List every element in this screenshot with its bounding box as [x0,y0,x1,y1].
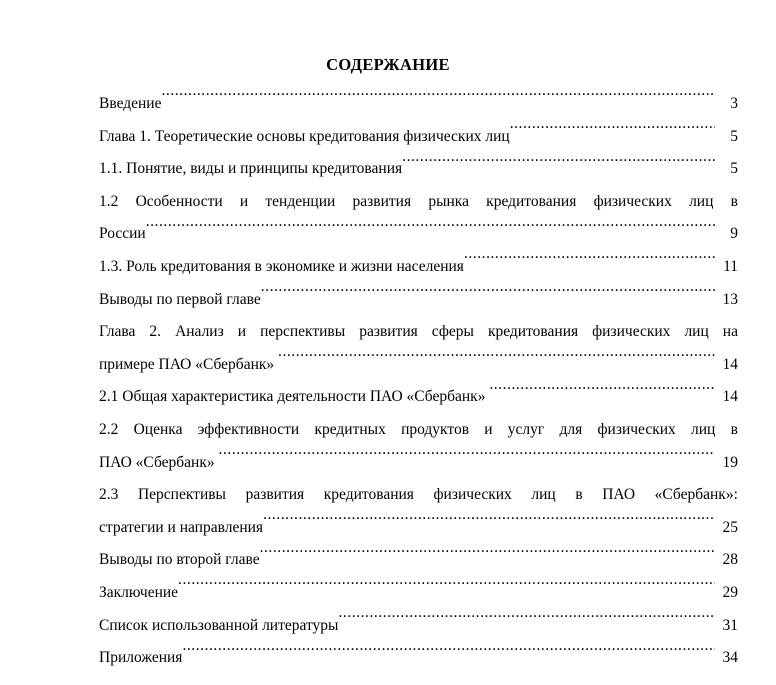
toc-dot-leader [263,516,715,532]
toc-dot-leader [278,353,715,369]
toc-entry-text: 2.3 Перспективы развития кредитования физических лиц в ПАО «Сбербанк»: [99,486,738,504]
toc-entry-1-1[interactable] [99,153,738,186]
toc-page-number: 34 [722,649,738,667]
toc-entry-text: Глава 1. Теоретические основы кредитования физических лиц [99,127,510,145]
toc-entry-text: 2.2 Оценка эффективности кредитных продуктов и услуг для физических лиц в [99,420,738,438]
toc-entry-1-2-line2[interactable] [99,218,738,251]
toc-entry-glava-2-line2[interactable] [99,349,738,382]
toc-entry-2-2-line1[interactable] [99,414,738,447]
toc-dot-leader [219,451,716,467]
toc-entry-text: 1.3. Роль кредитования в экономике и жизни населения [99,257,464,275]
toc-entry-vvedenie[interactable] [99,88,738,121]
toc-dot-leader [182,647,715,663]
toc-page-number: 9 [730,225,738,243]
toc-entry-zaklyuchenie[interactable] [99,577,738,610]
toc-page-number: 19 [722,453,738,471]
toc-page-number: 5 [730,160,738,178]
toc-entry-text: Глава 2. Анализ и перспективы развития сферы кредитования физических лиц на [99,323,738,341]
toc-page-number: 14 [722,355,738,373]
toc-dot-leader [260,549,715,565]
toc-page-number: 14 [722,388,738,406]
toc-entry-text: Список использованной литературы [99,616,339,634]
toc-entry-2-3-line2[interactable] [99,512,738,545]
toc-dot-leader [464,255,715,271]
toc-entry-glava-1[interactable] [99,121,738,154]
toc-page-number: 5 [730,127,738,145]
toc-entry-text: примере ПАО «Сбербанк» [99,355,279,373]
toc-dot-leader [402,158,715,174]
toc-dot-leader [178,581,715,597]
toc-entry-text: Заключение [99,583,179,601]
toc-entry-vyvody-2[interactable] [99,544,738,577]
toc-entry-text: Введение [99,95,162,112]
toc-dot-leader [489,386,715,402]
toc-page-number: 13 [722,290,738,308]
toc-entry-text: стратегии и направления [99,518,264,536]
toc-dot-leader [338,614,715,630]
toc-dot-leader [510,125,715,141]
toc-entry-text: 1.2 Особенности и тенденции развития рынка кредитования физических лиц в [99,192,738,210]
toc-page-number: 25 [722,518,738,536]
toc-dot-leader [161,93,715,109]
page-title: СОДЕРЖАНИЕ [326,55,450,74]
toc-entry-1-3[interactable] [99,251,738,284]
toc-page-number: 31 [722,616,738,634]
toc-entry-text: 1.1. Понятие, виды и принципы кредитования [99,160,403,178]
toc-entry-text: Выводы по второй главе [99,551,260,569]
toc-entry-spisok-literatury[interactable] [99,610,738,643]
toc-page-number: 29 [722,583,738,601]
toc-entry-text: ПАО «Сбербанк» [99,453,219,471]
toc-entry-text: России [99,225,146,243]
toc-entry-1-2-line1[interactable] [99,186,738,219]
toc-entry-glava-2-line1[interactable] [99,316,738,349]
toc-entry-text: 2.1 Общая характеристика деятельности ПАО «Сбербанк» [99,388,490,406]
toc-entry-2-3-line1[interactable] [99,479,738,512]
toc-entry-vyvody-1[interactable] [99,284,738,317]
toc-page-number: 3 [730,95,738,112]
toc-entry-2-1[interactable] [99,381,738,414]
toc-entry-text: Приложения [99,649,183,667]
toc-page-number: 11 [723,257,738,275]
toc-entry-2-2-line2[interactable] [99,447,738,480]
toc-entry-prilozheniya[interactable] [99,642,738,675]
table-of-contents [99,88,738,675]
toc-dot-leader [261,288,715,304]
toc-dot-leader [146,223,715,239]
toc-entry-text: Выводы по первой главе [99,290,261,308]
toc-page-number: 28 [722,551,738,569]
